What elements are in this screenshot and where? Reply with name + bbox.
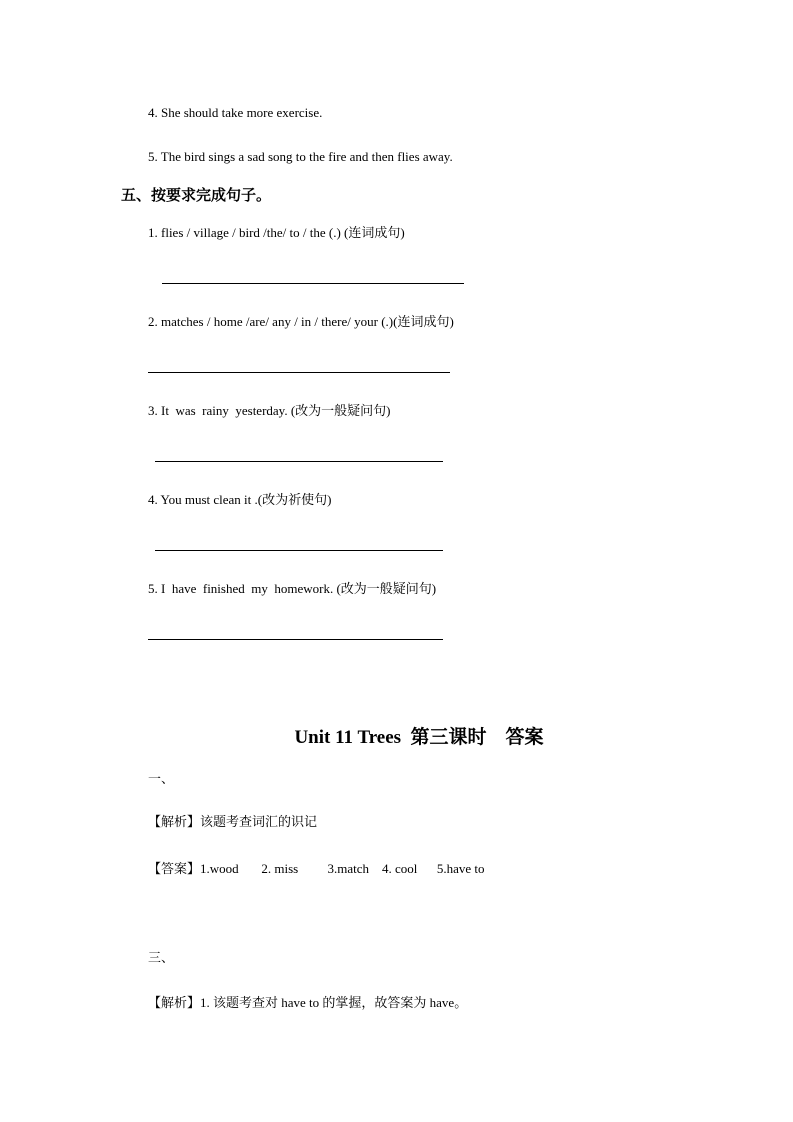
question-item-1: 1. flies / village / bird /the/ to / the (.) (连词成句) (148, 225, 405, 240)
question-item-5: 5. I have finished my homework. (改为一般疑问句) (148, 581, 437, 596)
answer-blank-1[interactable] (162, 283, 464, 284)
answer-blank-3[interactable] (155, 461, 443, 462)
part-one-label: 一、 (148, 772, 175, 787)
answer-blank-4[interactable] (155, 550, 443, 551)
answer-blank-5[interactable] (148, 639, 443, 640)
part-one-analysis: 【解析】该题考查词汇的识记 (148, 814, 318, 829)
section-heading: 五、按要求完成句子。 (121, 186, 272, 204)
question-item-3: 3. It was rainy yesterday. (改为一般疑问句) (148, 403, 391, 418)
exercise-item-5: 5. The bird sings a sad song to the fire and then flies away. (148, 149, 453, 164)
part-one-answer: 【答案】1.wood 2. miss 3.match 4. cool 5.have to (148, 861, 485, 876)
exercise-item-4: 4. She should take more exercise. (148, 105, 323, 120)
answer-key-title: Unit 11 Trees 第三课时 答案 (294, 727, 544, 748)
question-item-2: 2. matches / home /are/ any / in / there/ your (.)(连词成句) (148, 314, 454, 329)
answer-blank-2[interactable] (148, 372, 450, 373)
part-three-label: 三、 (148, 951, 175, 966)
part-three-analysis: 【解析】1. 该题考查对 have to 的掌握，故答案为 have。 (148, 995, 468, 1010)
question-item-4: 4. You must clean it .(改为祈使句) (148, 492, 332, 507)
